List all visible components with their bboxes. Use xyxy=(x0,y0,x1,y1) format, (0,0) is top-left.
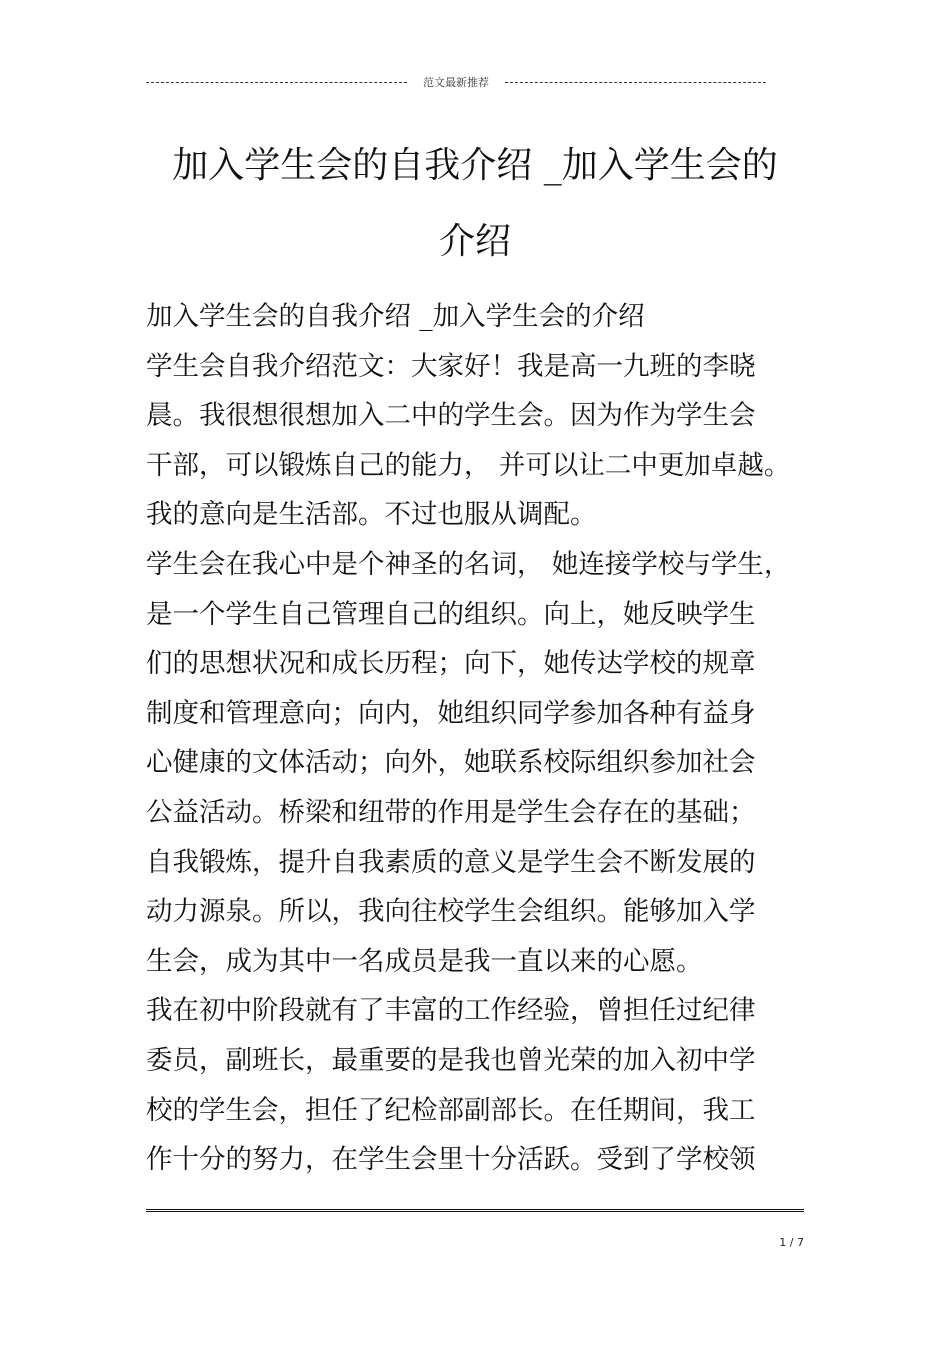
body-line: 动力源泉。所以，我向往校学生会组织。能够加入学 xyxy=(146,896,756,928)
body-line: 我在初中阶段就有了丰富的工作经验，曾担任过纪律 xyxy=(146,995,756,1027)
body-line: 公益活动。桥梁和纽带的作用是学生会存在的基础； xyxy=(146,796,756,828)
body-line: 制度和管理意向；向内，她组织同学参加各种有益身 xyxy=(146,697,756,729)
header-rule-left xyxy=(146,82,407,83)
body-line: 们的思想状况和成长历程；向下，她传达学校的规章 xyxy=(146,648,756,680)
body-line: 委员，副班长，最重要的是我也曾光荣的加入初中学 xyxy=(146,1044,756,1076)
body-line: 学生会自我介绍范文：大家好！我是高一九班的李晓 xyxy=(146,350,756,382)
document-body xyxy=(146,292,796,1185)
title-line-1: 加入学生会的自我介绍 _加入学生会的 xyxy=(172,145,778,186)
body-line: 干部，可以锻炼自己的能力， 并可以让二中更加卓越。 xyxy=(146,449,791,481)
body-line: 校的学生会，担任了纪检部副部长。在任期间，我工 xyxy=(146,1094,756,1126)
body-line: 我的意向是生活部。不过也服从调配。 xyxy=(146,499,597,531)
header-rule-right xyxy=(505,82,766,83)
body-line: 是一个学生自己管理自己的组织。向上，她反映学生 xyxy=(146,598,756,630)
body-line: 作十分的努力，在学生会里十分活跃。受到了学校领 xyxy=(146,1144,756,1176)
body-line: 心健康的文体活动；向外，她联系校际组织参加社会 xyxy=(146,747,756,779)
header-label: 范文最新推荐 xyxy=(423,76,489,89)
body-line: 晨。我很想很想加入二中的学生会。因为作为学生会 xyxy=(146,400,756,432)
page-number: 1 / 7 xyxy=(779,1236,804,1249)
body-line: 自我锻炼，提升自我素质的意义是学生会不断发展的 xyxy=(146,846,756,878)
title-line-2: 介绍 xyxy=(438,221,511,262)
body-line: 生会，成为其中一名成员是我一直以来的心愿。 xyxy=(146,945,703,977)
page-header xyxy=(146,72,766,92)
body-line: 加入学生会的自我介绍 _加入学生会的介绍 xyxy=(146,301,645,332)
body-line: 学生会在我心中是个神圣的名词， 她连接学校与学生， xyxy=(146,548,791,580)
document-title xyxy=(150,128,800,280)
footer-rule xyxy=(146,1209,804,1212)
